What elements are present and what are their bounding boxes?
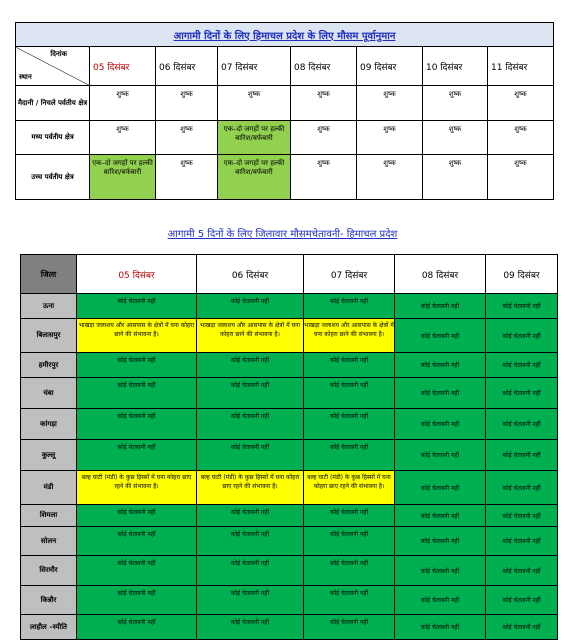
- warning-cell: कोई चेतावनी नहीं: [197, 615, 304, 640]
- warning-cell: कोई चेतावनी नहीं: [486, 319, 558, 353]
- forecast-cell: शुष्क: [291, 121, 357, 155]
- warning-cell: कोई चेतावनी नहीं: [486, 586, 558, 615]
- warning-cell: कोई चेतावनी नहीं: [486, 440, 558, 471]
- district-name: लाहौल –स्पीति: [21, 615, 77, 640]
- forecast-cell-highlight: एक–दो जगहों पर हल्की बारिश/बर्फबारी: [218, 121, 291, 155]
- forecast-cell: शुष्क: [357, 155, 423, 200]
- forecast-date-header: 10 दिसंबर: [423, 47, 488, 86]
- forecast-cell: शुष्क: [488, 121, 554, 155]
- warning-cell: कोई चेतावनी नहीं: [395, 586, 486, 615]
- forecast-cell: शुष्क: [90, 86, 156, 121]
- warning-table: [20, 254, 558, 640]
- warning-cell: कोई चेतावनी नहीं: [197, 409, 304, 440]
- table-row: [16, 155, 554, 200]
- warning-cell: कोई चेतावनी नहीं: [395, 471, 486, 505]
- warning-cell: कोई चेतावनी नहीं: [395, 378, 486, 409]
- region-label: मध्य पर्वतीय क्षेत्र: [16, 121, 90, 155]
- table-row: [21, 471, 558, 505]
- warning-cell-fog: भाखड़ा जलाशय और आसपास के क्षेत्रों में घना कोहरा छाने की संभावना है।: [77, 319, 197, 353]
- warning-cell: कोई चेतावनी नहीं: [486, 527, 558, 556]
- warning-cell: कोई चेतावनी नहीं: [197, 527, 304, 556]
- table-row: [21, 409, 558, 440]
- warning-date-header: 08 दिसंबर: [395, 255, 486, 294]
- forecast-corner-cell: [16, 47, 90, 86]
- forecast-date-header: 07 दिसंबर: [218, 47, 291, 86]
- forecast-cell: शुष्क: [488, 155, 554, 200]
- warning-cell: कोई चेतावनी नहीं: [304, 505, 395, 527]
- district-name: चंबा: [21, 378, 77, 409]
- warning-cell: कोई चेतावनी नहीं: [486, 378, 558, 409]
- corner-place-label: स्थान: [19, 73, 32, 81]
- warning-cell: कोई चेतावनी नहीं: [395, 294, 486, 319]
- forecast-title: आगामी दिनों के लिए हिमाचल प्रदेश के लिए मौसम पूर्वानुमान: [16, 23, 554, 47]
- warning-cell: कोई चेतावनी नहीं: [486, 353, 558, 378]
- warning-cell: कोई चेतावनी नहीं: [395, 409, 486, 440]
- warning-date-header: 05 दिसंबर: [77, 255, 197, 294]
- warning-cell: कोई चेतावनी नहीं: [304, 527, 395, 556]
- warning-cell: कोई चेतावनी नहीं: [197, 294, 304, 319]
- warning-cell: कोई चेतावनी नहीं: [304, 615, 395, 640]
- forecast-date-header: 05 दिसंबर: [90, 47, 156, 86]
- district-name: सोलन: [21, 527, 77, 556]
- warning-cell: कोई चेतावनी नहीं: [77, 615, 197, 640]
- warning-cell: कोई चेतावनी नहीं: [77, 294, 197, 319]
- district-name: हमीरपुर: [21, 353, 77, 378]
- warning-cell-fog: भाखड़ा जलाशय और आसपास के क्षेत्रों में घना कोहरा छाने की संभावना है।: [197, 319, 304, 353]
- warning-cell: कोई चेतावनी नहीं: [304, 556, 395, 586]
- warning-cell: कोई चेतावनी नहीं: [77, 586, 197, 615]
- forecast-cell: शुष्क: [291, 86, 357, 121]
- warning-heading: आगामी 5 दिनों के लिए जिलावार मौसमचेतावनी- हिमाचल प्रदेश: [167, 229, 398, 240]
- warning-cell: कोई चेतावनी नहीं: [197, 440, 304, 471]
- warning-cell: कोई चेतावनी नहीं: [395, 353, 486, 378]
- warning-date-header: 09 दिसंबर: [486, 255, 558, 294]
- warning-cell: कोई चेतावनी नहीं: [486, 471, 558, 505]
- forecast-date-header: 08 दिसंबर: [291, 47, 357, 86]
- district-name: ऊना: [21, 294, 77, 319]
- forecast-cell-highlight: एक–दो जगहों पर हल्की बारिश/बर्फबारी: [90, 155, 156, 200]
- table-row: [21, 527, 558, 556]
- forecast-cell: शुष्क: [291, 155, 357, 200]
- table-row: [21, 353, 558, 378]
- warning-cell: कोई चेतावनी नहीं: [77, 505, 197, 527]
- table-row: [21, 294, 558, 319]
- warning-cell: कोई चेतावनी नहीं: [304, 353, 395, 378]
- region-label: उच्च पर्वतीय क्षेत्र: [16, 155, 90, 200]
- warning-cell: कोई चेतावनी नहीं: [304, 440, 395, 471]
- table-row: [21, 319, 558, 353]
- district-name: सिरमौर: [21, 556, 77, 586]
- warning-cell: कोई चेतावनी नहीं: [77, 353, 197, 378]
- table-row: [21, 378, 558, 409]
- forecast-cell: शुष्क: [156, 155, 218, 200]
- warning-cell: कोई चेतावनी नहीं: [486, 294, 558, 319]
- warning-cell: कोई चेतावनी नहीं: [395, 440, 486, 471]
- warning-cell-fog: बल्ह घाटी (मंडी) के कुछ हिस्सों में घना कोहरा छाए रहने की संभावना है।: [197, 471, 304, 505]
- warning-date-header: 06 दिसंबर: [197, 255, 304, 294]
- warning-cell: कोई चेतावनी नहीं: [486, 409, 558, 440]
- forecast-cell: शुष्क: [423, 86, 488, 121]
- district-name: किन्नौर: [21, 586, 77, 615]
- warning-date-header: 07 दिसंबर: [304, 255, 395, 294]
- corner-date-label: दिनांक: [50, 50, 67, 58]
- forecast-date-header: 09 दिसंबर: [357, 47, 423, 86]
- warning-cell: कोई चेतावनी नहीं: [304, 586, 395, 615]
- region-label: मैदानी / निचले पर्वतीय क्षेत्र: [16, 86, 90, 121]
- table-row: [16, 121, 554, 155]
- forecast-cell: शुष्क: [156, 86, 218, 121]
- table-row: [16, 86, 554, 121]
- forecast-date-header: 11 दिसंबर: [488, 47, 554, 86]
- warning-cell: कोई चेतावनी नहीं: [395, 556, 486, 586]
- district-name: कुल्लू: [21, 440, 77, 471]
- district-name: शिमला: [21, 505, 77, 527]
- warning-cell: कोई चेतावनी नहीं: [77, 440, 197, 471]
- table-row: [21, 586, 558, 615]
- warning-cell: कोई चेतावनी नहीं: [304, 409, 395, 440]
- forecast-cell: शुष्क: [423, 121, 488, 155]
- warning-cell: कोई चेतावनी नहीं: [486, 556, 558, 586]
- warning-cell: कोई चेतावनी नहीं: [77, 556, 197, 586]
- table-row: [21, 440, 558, 471]
- warning-cell-fog: भाखड़ा जलाशय और आसपास के क्षेत्रों में घना कोहरा छाने की संभावना है।: [304, 319, 395, 353]
- forecast-cell: शुष्क: [488, 86, 554, 121]
- district-name: कांगड़ा: [21, 409, 77, 440]
- warning-cell: कोई चेतावनी नहीं: [304, 378, 395, 409]
- warning-cell: कोई चेतावनी नहीं: [77, 378, 197, 409]
- district-header: जिला: [21, 255, 77, 294]
- table-row: [21, 505, 558, 527]
- warning-table-body: [21, 294, 558, 640]
- district-name: बिलासपुर: [21, 319, 77, 353]
- table-row: [21, 615, 558, 640]
- warning-cell: कोई चेतावनी नहीं: [395, 527, 486, 556]
- forecast-cell: शुष्क: [357, 86, 423, 121]
- warning-cell: कोई चेतावनी नहीं: [395, 505, 486, 527]
- warning-cell: कोई चेतावनी नहीं: [486, 615, 558, 640]
- warning-cell: कोई चेतावनी नहीं: [395, 319, 486, 353]
- warning-cell: कोई चेतावनी नहीं: [197, 378, 304, 409]
- warning-cell-fog: बल्ह घाटी (मंडी) के कुछ हिस्सों में घना कोहरा छाए रहने की संभावना है।: [304, 471, 395, 505]
- warning-cell: कोई चेतावनी नहीं: [197, 556, 304, 586]
- forecast-cell: शुष्क: [90, 121, 156, 155]
- forecast-cell: शुष्क: [156, 121, 218, 155]
- warning-cell: कोई चेतावनी नहीं: [197, 353, 304, 378]
- forecast-date-header: 06 दिसंबर: [156, 47, 218, 86]
- table-row: [21, 556, 558, 586]
- forecast-cell-highlight: एक–दो जगहों पर हल्की बारिश/बर्फबारी: [218, 155, 291, 200]
- forecast-cell: शुष्क: [423, 155, 488, 200]
- warning-cell: कोई चेतावनी नहीं: [304, 294, 395, 319]
- warning-cell: कोई चेतावनी नहीं: [77, 409, 197, 440]
- warning-cell: कोई चेतावनी नहीं: [197, 505, 304, 527]
- forecast-cell: शुष्क: [357, 121, 423, 155]
- warning-cell: कोई चेतावनी नहीं: [197, 586, 304, 615]
- warning-cell-fog: बल्ह घाटी (मंडी) के कुछ हिस्सों में घना कोहरा छाए रहने की संभावना है।: [77, 471, 197, 505]
- forecast-table: [15, 22, 554, 200]
- warning-header-row: [21, 255, 558, 294]
- warning-cell: कोई चेतावनी नहीं: [486, 505, 558, 527]
- forecast-cell: शुष्क: [218, 86, 291, 121]
- district-name: मंडी: [21, 471, 77, 505]
- warning-cell: कोई चेतावनी नहीं: [395, 615, 486, 640]
- warning-cell: कोई चेतावनी नहीं: [77, 527, 197, 556]
